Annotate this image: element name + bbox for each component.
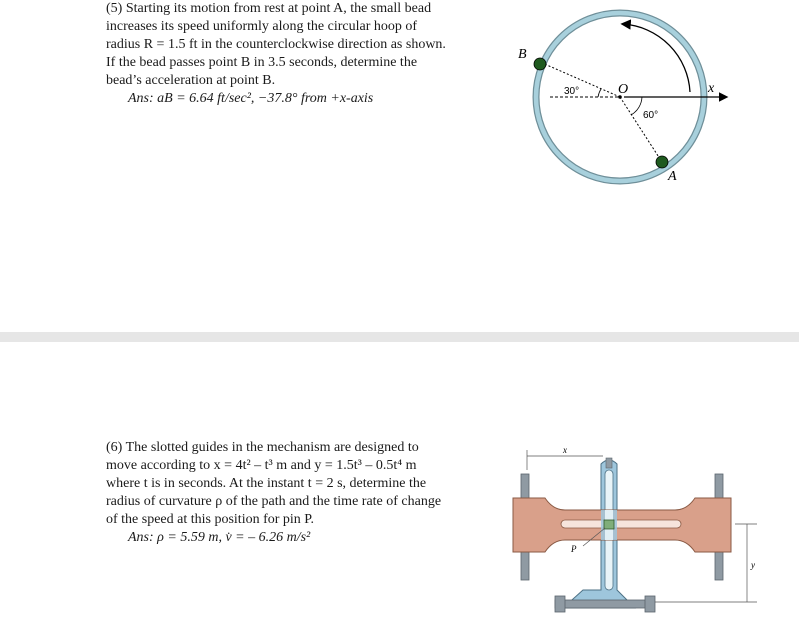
radius-to-A (620, 97, 662, 162)
angle-arc-30 (598, 89, 601, 97)
radius-to-B (540, 62, 620, 97)
problem-6-line: of the speed at this position for pin P. (106, 512, 315, 527)
problem-5-line: increases its speed uniformly along the circular hoop of (106, 19, 418, 34)
problem-5-answer: Ans: aB = 6.64 ft/sec², −37.8° from +x-axis (128, 91, 374, 106)
problem-5-line: (5) Starting its motion from rest at point A, the small bead (106, 1, 432, 16)
bead-B (534, 58, 546, 70)
section-divider (0, 332, 799, 342)
bottom-bar (555, 600, 651, 608)
label-B: B (518, 47, 527, 62)
label-A: A (668, 169, 677, 184)
horizontal-slot (561, 520, 681, 528)
label-y-6: y (751, 560, 755, 570)
problem-6-line: radius of curvature ρ of the path and the time rate of change (106, 494, 442, 509)
bead-A (656, 156, 668, 168)
angle-label-30: 30° (564, 86, 580, 97)
angle-label-60: 60° (643, 110, 659, 121)
bottom-bar-left-end (555, 596, 565, 612)
problem-6-answer: Ans: ρ = 5.59 m, v̇ = – 6.26 m/s² (128, 530, 311, 545)
bottom-bar-right-end (645, 596, 655, 612)
problem-6-line: move according to x = 4t² – t³ m and y = 1.5t³ – 0.5t⁴ m (106, 458, 417, 473)
label-P: P (571, 544, 577, 554)
angle-arc-60 (631, 97, 642, 115)
problem-5-line: bead’s acceleration at point B. (106, 73, 276, 88)
problem-5-text (106, 0, 446, 108)
top-pin (606, 458, 612, 468)
pin-P (604, 520, 614, 529)
problem-5-line: radius R = 1.5 ft in the counterclockwise direction as shown. (106, 37, 446, 52)
hoop-figure (500, 0, 760, 200)
left-rod-bottom (521, 550, 529, 580)
problem-6-line: (6) The slotted guides in the mechanism are designed to (106, 440, 419, 455)
right-rod-bottom (715, 550, 723, 580)
label-O: O (618, 82, 629, 97)
label-x-6: x (563, 445, 567, 455)
problem-6-line: where t is in seconds. At the instant t = 2 s, determine the (106, 476, 427, 491)
mechanism-figure (505, 440, 775, 628)
label-x: x (708, 81, 715, 96)
problem-5-line: If the bead passes point B in 3.5 seconds, determine the (106, 55, 418, 70)
problem-6-text (106, 439, 441, 547)
